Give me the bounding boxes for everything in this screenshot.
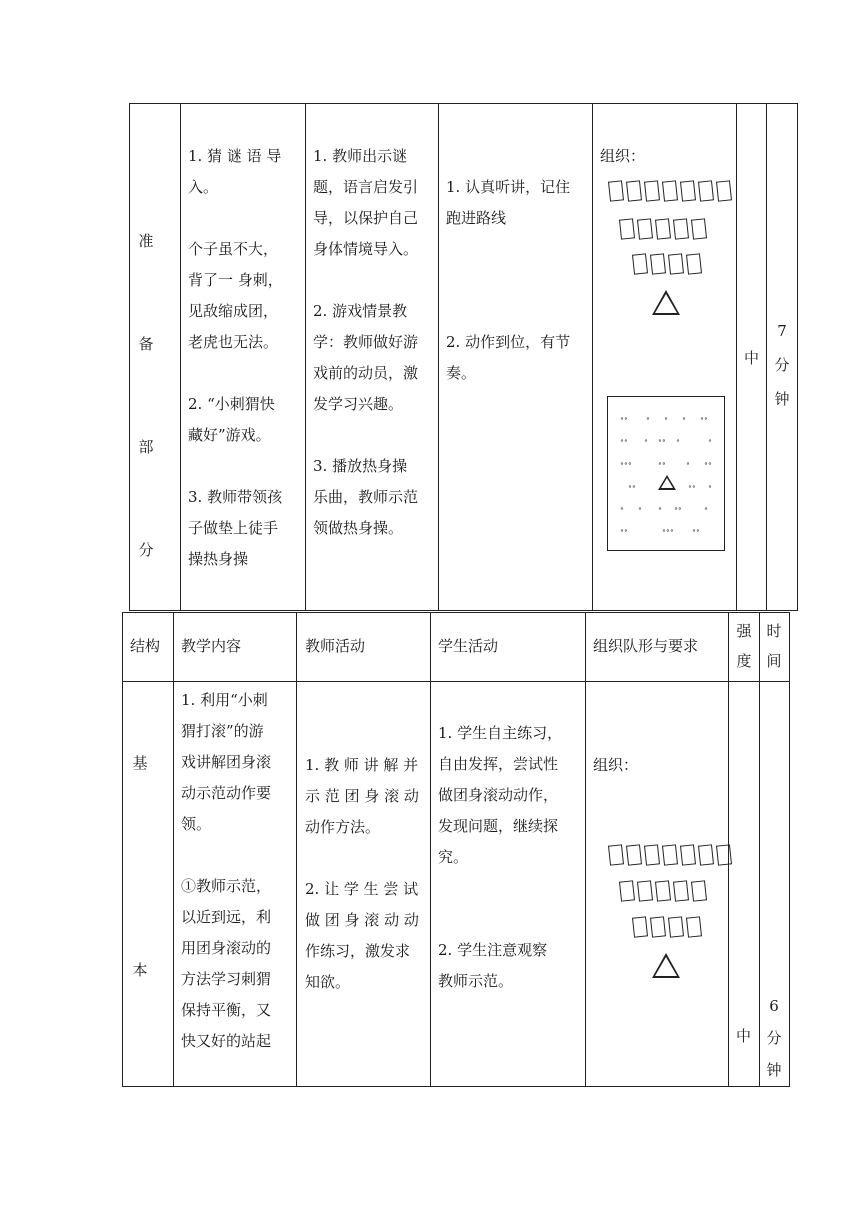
bottom-teacher-cell: 1. 教 师 讲 解 并 示 范 团 身 滚 动 动作方法。 2. 让 学 生 尝 试 做 团 身 滚 动 动 作练习，激发求 知欲。 [305,756,419,991]
section-label-preparation: 准 备 部 分 [138,232,154,559]
bottom-time: 6 分 钟 [766,997,782,1079]
bottom-intensity: 中 [736,1027,752,1045]
header-content: 教学内容 [181,637,242,655]
header-structure: 结构 [130,637,161,655]
header-intensity: 强 度 [736,622,752,670]
top-org-label: 组织： [600,147,646,165]
header-student: 学生活动 [438,637,499,655]
top-teacher-cell: 1. 教师出示谜 题，语言启发引 导，以保护自己 身体情境导入。 2. 游戏情景教 学：教师做好游 戏前的动员，激 发学习兴趣。 3. 播放热身操 乐曲，教师示范 领做热身操。 [313,147,419,537]
header-org: 组织队形与要求 [593,637,699,655]
bottom-student-cell: 1. 学生自主练习， 自由发挥，尝试性 做团身滚动动作， 发现问题，继续探 究。 2. 学生注意观察 教师示范。 [438,724,563,990]
header-time: 时 间 [766,622,782,670]
top-time: 7 分 钟 [774,322,790,408]
mat-field-diagram: ∘∘ ∘ ∘ ∘ ∘∘ ∘∘ ∘ ∘∘ ∘ ∘ ∘∘∘ ∘∘ ∘ ∘∘ ∘∘ ∘∘ ∘ ∘ ∘ ∘ ∘∘ ∘ ∘∘ ∘∘∘ ∘∘ [607,396,725,551]
top-intensity: 中 [744,349,760,367]
top-content-cell: 1. 猜 谜 语 导 入。 个子虽不大， 背了一 身刺， 见敌缩成团， 老虎也无法。 2. “小刺猬快 藏好”游戏。 3. 教师带领孩 子做垫上徒手 操热身操 [188,147,283,568]
section-label-basic: 基 本 [132,754,148,979]
top-student-cell: 1. 认真听讲，记住 跑进路线 2. 动作到位，有节 奏。 [446,178,571,382]
header-teacher: 教师活动 [305,637,366,655]
bottom-content-cell: 1. 利用“小刺 猬打滚”的游 戏讲解团身滚 动示范动作要 领。 ①教师示范， 以近到远，利 用团身滚动的 方法学习刺猬 保持平衡，又 快又好的站起 [181,691,272,1050]
bottom-org-label: 组织： [593,756,639,774]
